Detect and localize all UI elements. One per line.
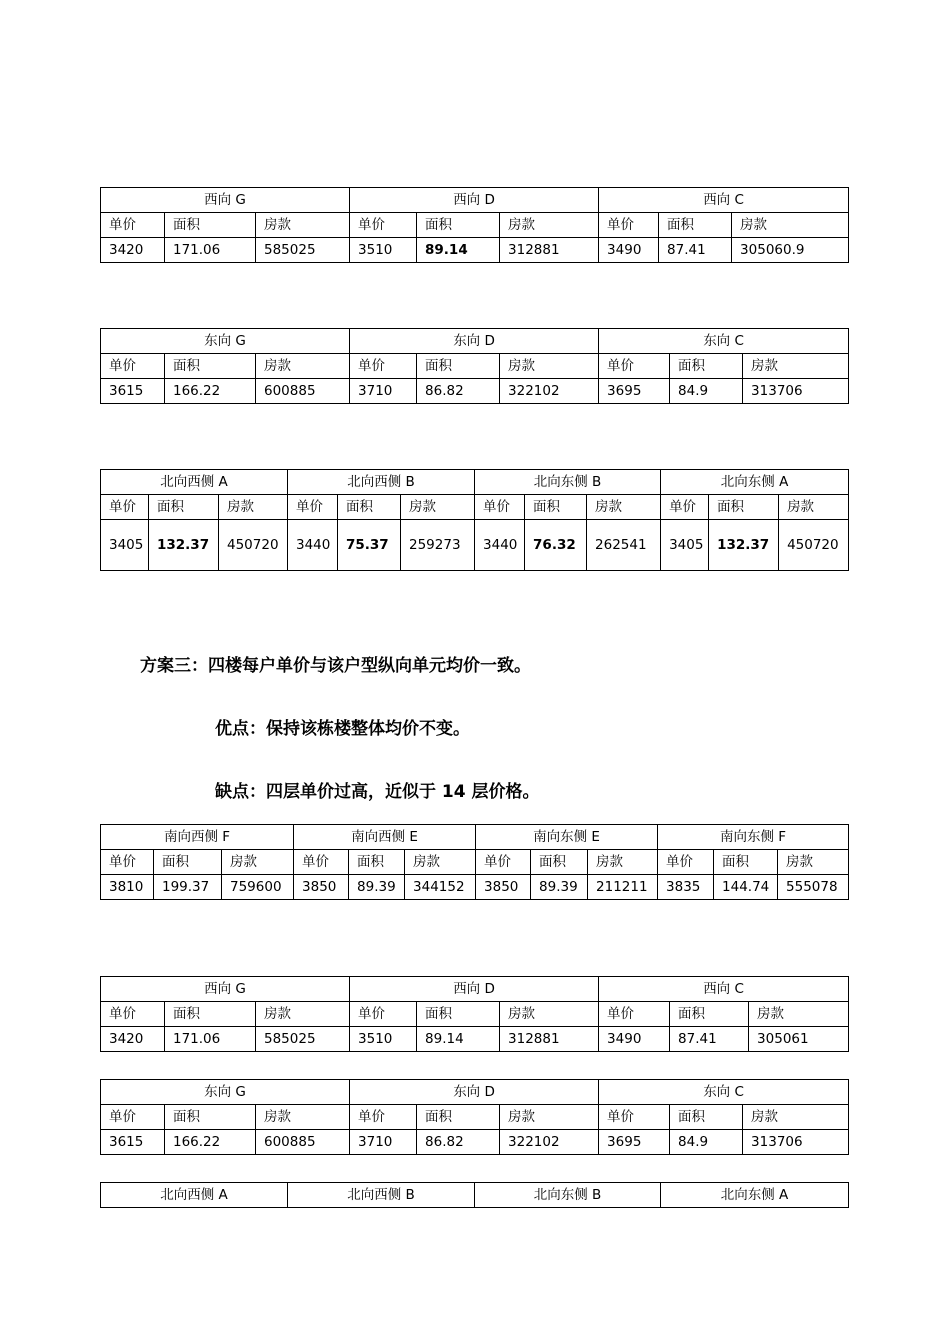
cell: 322102	[500, 1130, 599, 1155]
label-total: 房款	[500, 1002, 599, 1027]
cell: 75.37	[338, 520, 401, 571]
label-total: 房款	[732, 213, 849, 238]
label-area: 面积	[349, 850, 405, 875]
header-cell: 北向东侧 A	[661, 470, 849, 495]
east-price-table-2	[100, 1079, 849, 1155]
cell: 89.39	[531, 875, 588, 900]
header-cell: 西向 D	[350, 188, 599, 213]
column-label-row	[101, 1105, 849, 1130]
cell: 199.37	[154, 875, 222, 900]
cell: 166.22	[165, 379, 256, 404]
label-price: 单价	[599, 354, 670, 379]
cell: 3440	[288, 520, 338, 571]
label-total: 房款	[256, 1105, 350, 1130]
column-label-row	[101, 213, 849, 238]
header-cell: 北向西侧 B	[288, 470, 475, 495]
table-row	[101, 875, 849, 900]
plan-pros: 优点：保持该栋楼整体均价不变。	[215, 719, 470, 739]
label-price: 单价	[101, 354, 165, 379]
label-total: 房款	[405, 850, 476, 875]
label-price: 单价	[599, 213, 659, 238]
header-cell: 西向 C	[599, 188, 849, 213]
label-area: 面积	[165, 1105, 256, 1130]
cell: 86.82	[417, 379, 500, 404]
label-price: 单价	[101, 850, 154, 875]
label-total: 房款	[256, 354, 350, 379]
label-total: 房款	[401, 495, 475, 520]
column-label-row	[101, 1002, 849, 1027]
east-price-table-1	[100, 328, 849, 404]
north-price-table-1	[100, 469, 849, 571]
cell: 86.82	[417, 1130, 500, 1155]
label-area: 面积	[659, 213, 732, 238]
cell: 3510	[350, 238, 417, 263]
cell: 89.39	[349, 875, 405, 900]
label-area: 面积	[417, 1002, 500, 1027]
label-price: 单价	[599, 1002, 670, 1027]
header-cell: 北向东侧 B	[475, 470, 661, 495]
cell: 322102	[500, 379, 599, 404]
label-total: 房款	[219, 495, 288, 520]
column-label-row	[101, 354, 849, 379]
header-cell: 西向 G	[101, 977, 350, 1002]
plan-cons: 缺点：四层单价过高，近似于 14 层价格。	[215, 782, 540, 802]
cell: 3850	[476, 875, 531, 900]
label-total: 房款	[500, 354, 599, 379]
cell: 132.37	[709, 520, 779, 571]
label-area: 面积	[165, 354, 256, 379]
label-price: 单价	[101, 495, 149, 520]
cell: 313706	[743, 379, 849, 404]
header-cell: 北向西侧 A	[101, 1183, 288, 1208]
label-total: 房款	[500, 1105, 599, 1130]
cell: 3695	[599, 379, 670, 404]
cell: 3710	[350, 379, 417, 404]
label-area: 面积	[154, 850, 222, 875]
cell: 3615	[101, 379, 165, 404]
column-label-row	[101, 495, 849, 520]
label-price: 单价	[350, 354, 417, 379]
label-area: 面积	[531, 850, 588, 875]
header-cell: 西向 G	[101, 188, 350, 213]
label-price: 单价	[101, 213, 165, 238]
header-cell: 东向 G	[101, 329, 350, 354]
label-area: 面积	[670, 354, 743, 379]
label-total: 房款	[743, 354, 849, 379]
header-cell: 北向西侧 A	[101, 470, 288, 495]
cell: 3710	[350, 1130, 417, 1155]
cell: 3440	[475, 520, 525, 571]
label-price: 单价	[101, 1105, 165, 1130]
label-total: 房款	[500, 213, 599, 238]
cell: 759600	[222, 875, 294, 900]
header-cell: 南向西侧 E	[294, 825, 476, 850]
cell: 305061	[749, 1027, 849, 1052]
header-cell: 北向东侧 A	[661, 1183, 849, 1208]
cell: 84.9	[670, 379, 743, 404]
cell: 585025	[256, 238, 350, 263]
cell: 3490	[599, 1027, 670, 1052]
label-area: 面积	[165, 213, 256, 238]
label-area: 面积	[525, 495, 587, 520]
label-total: 房款	[256, 213, 350, 238]
cell: 3835	[658, 875, 714, 900]
label-price: 单价	[475, 495, 525, 520]
header-cell: 北向西侧 B	[288, 1183, 475, 1208]
cell: 3510	[350, 1027, 417, 1052]
table-row	[101, 1130, 849, 1155]
header-cell: 东向 C	[599, 1080, 849, 1105]
table-row	[101, 520, 849, 571]
label-area: 面积	[417, 1105, 500, 1130]
cell: 171.06	[165, 238, 256, 263]
cell: 312881	[500, 1027, 599, 1052]
cell: 144.74	[714, 875, 778, 900]
header-cell: 南向东侧 F	[658, 825, 849, 850]
cell: 3695	[599, 1130, 670, 1155]
label-price: 单价	[294, 850, 349, 875]
cell: 87.41	[659, 238, 732, 263]
table-row	[101, 1027, 849, 1052]
cell: 262541	[587, 520, 661, 571]
cell: 3850	[294, 875, 349, 900]
cell: 166.22	[165, 1130, 256, 1155]
label-area: 面积	[670, 1105, 743, 1130]
label-total: 房款	[743, 1105, 849, 1130]
table-row	[101, 379, 849, 404]
label-price: 单价	[658, 850, 714, 875]
cell: 3420	[101, 238, 165, 263]
label-total: 房款	[778, 850, 849, 875]
cell: 312881	[500, 238, 599, 263]
cell: 87.41	[670, 1027, 749, 1052]
cell: 3405	[661, 520, 709, 571]
label-area: 面积	[149, 495, 219, 520]
cell: 259273	[401, 520, 475, 571]
label-area: 面积	[165, 1002, 256, 1027]
label-price: 单价	[350, 1002, 417, 1027]
cell: 600885	[256, 1130, 350, 1155]
cell: 450720	[779, 520, 849, 571]
cell: 76.32	[525, 520, 587, 571]
cell: 84.9	[670, 1130, 743, 1155]
label-total: 房款	[222, 850, 294, 875]
label-area: 面积	[714, 850, 778, 875]
table-row	[101, 238, 849, 263]
label-area: 面积	[417, 354, 500, 379]
cell: 132.37	[149, 520, 219, 571]
north-price-table-2	[100, 1182, 849, 1208]
west-price-table-1	[100, 187, 849, 263]
header-cell: 东向 C	[599, 329, 849, 354]
cell: 211211	[588, 875, 658, 900]
label-price: 单价	[599, 1105, 670, 1130]
header-cell: 西向 C	[599, 977, 849, 1002]
label-total: 房款	[749, 1002, 849, 1027]
label-price: 单价	[476, 850, 531, 875]
label-price: 单价	[661, 495, 709, 520]
cell: 313706	[743, 1130, 849, 1155]
header-cell: 南向东侧 E	[476, 825, 658, 850]
cell: 3810	[101, 875, 154, 900]
cell: 89.14	[417, 1027, 500, 1052]
west-price-table-2	[100, 976, 849, 1052]
header-cell: 西向 D	[350, 977, 599, 1002]
cell: 3405	[101, 520, 149, 571]
label-area: 面积	[417, 213, 500, 238]
label-price: 单价	[288, 495, 338, 520]
cell: 3420	[101, 1027, 165, 1052]
label-area: 面积	[338, 495, 401, 520]
label-total: 房款	[256, 1002, 350, 1027]
header-cell: 东向 D	[350, 1080, 599, 1105]
label-total: 房款	[587, 495, 661, 520]
cell: 171.06	[165, 1027, 256, 1052]
cell: 344152	[405, 875, 476, 900]
header-cell: 南向西侧 F	[101, 825, 294, 850]
label-total: 房款	[588, 850, 658, 875]
header-cell: 东向 D	[350, 329, 599, 354]
cell: 600885	[256, 379, 350, 404]
cell: 3490	[599, 238, 659, 263]
cell: 555078	[778, 875, 849, 900]
label-price: 单价	[350, 213, 417, 238]
header-cell: 北向东侧 B	[475, 1183, 661, 1208]
cell: 3615	[101, 1130, 165, 1155]
cell: 89.14	[417, 238, 500, 263]
plan-title: 方案三：四楼每户单价与该户型纵向单元均价一致。	[140, 656, 531, 676]
label-price: 单价	[101, 1002, 165, 1027]
cell: 450720	[219, 520, 288, 571]
column-label-row	[101, 850, 849, 875]
label-area: 面积	[709, 495, 779, 520]
label-area: 面积	[670, 1002, 749, 1027]
label-total: 房款	[779, 495, 849, 520]
cell: 585025	[256, 1027, 350, 1052]
south-price-table	[100, 824, 849, 900]
label-price: 单价	[350, 1105, 417, 1130]
header-cell: 东向 G	[101, 1080, 350, 1105]
cell: 305060.9	[732, 238, 849, 263]
